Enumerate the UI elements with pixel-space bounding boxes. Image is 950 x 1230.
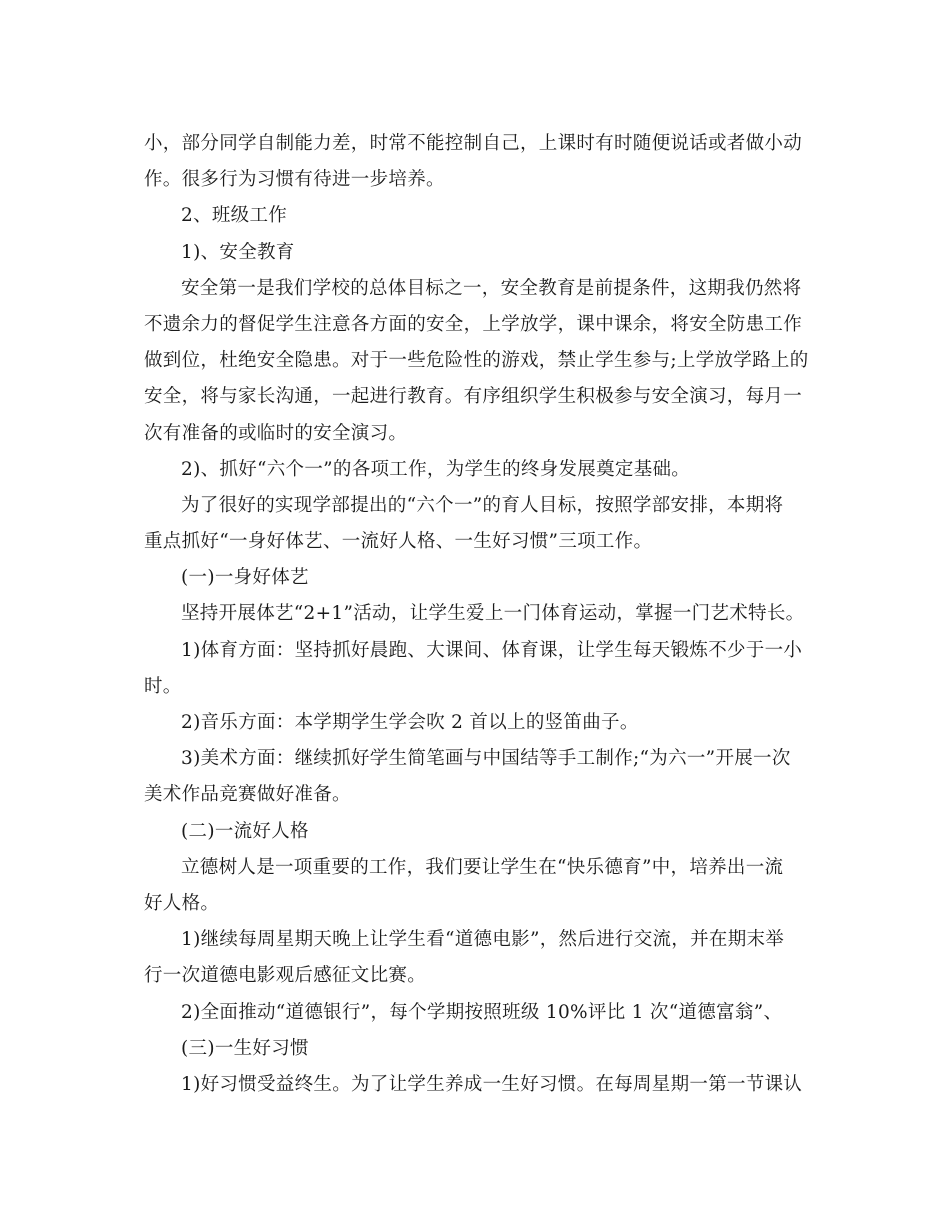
text-line: 1)、安全教育 bbox=[181, 241, 295, 263]
text-line: 美术作品竞赛做好准备。 bbox=[144, 784, 351, 806]
text-line: 小，部分同学自制能力差，时常不能控制自己，上课时有时随便说话或者做小动 bbox=[144, 133, 803, 154]
text-line: (二)一流好人格 bbox=[181, 820, 309, 842]
text-line: 为了很好的实现学部提出的“六个一”的育人目标，按照学部安排，本期将 bbox=[181, 494, 784, 516]
text-line: 时。 bbox=[144, 675, 182, 697]
text-line: 重点抓好“一身好体艺、一流好人格、一生好习惯”三项工作。 bbox=[144, 531, 653, 553]
text-line: 2)、抓好“六个一”的各项工作，为学生的终身发展奠定基础。 bbox=[181, 458, 691, 480]
text-line: (一)一身好体艺 bbox=[181, 567, 309, 589]
text-line: 行一次道德电影观后感征文比赛。 bbox=[144, 965, 427, 987]
document-body bbox=[144, 126, 810, 1103]
text-line: 1)体育方面：坚持抓好晨跑、大课间、体育课，让学生每天锻炼不少于一小 bbox=[181, 639, 803, 661]
text-line: (三)一生好习惯 bbox=[181, 1037, 309, 1059]
text-line: 好人格。 bbox=[144, 892, 220, 914]
text-line: 2、班级工作 bbox=[181, 205, 288, 227]
text-line: 坚持开展体艺“2+1”活动，让学生爱上一门体育运动，掌握一门艺术特长。 bbox=[181, 603, 805, 625]
text-line: 安全第一是我们学校的总体目标之一，安全教育是前提条件，这期我仍然将 bbox=[181, 277, 802, 299]
text-line: 安全，将与家长沟通，一起进行教育。有序组织学生积极参与安全演习，每月一 bbox=[144, 386, 803, 408]
text-line: 2)音乐方面：本学期学生学会吹 2 首以上的竖笛曲子。 bbox=[181, 712, 639, 733]
text-line: 1)继续每周星期天晚上让学生看“道德电影”，然后进行交流，并在期末举 bbox=[181, 929, 785, 951]
text-line: 做到位，杜绝安全隐患。对于一些危险性的游戏，禁止学生参与;上学放学路上的 bbox=[144, 350, 809, 372]
text-line: 立德树人是一项重要的工作，我们要让学生在“快乐德育”中，培养出一流 bbox=[181, 856, 784, 878]
text-line: 作。很多行为习惯有待进一步培养。 bbox=[144, 169, 445, 191]
text-line: 1)好习惯受益终生。为了让学生养成一生好习惯。在每周星期一第一节课认 bbox=[181, 1073, 803, 1095]
text-line: 2)全面推动“道德银行”，每个学期按照班级 10%评比 1 次“道德富翁”、 bbox=[181, 1001, 783, 1023]
text-line: 次有准备的或临时的安全演习。 bbox=[144, 422, 408, 444]
text-line: 不遗余力的督促学生注意各方面的安全，上学放学，课中课余，将安全防患工作 bbox=[144, 313, 803, 335]
text-line: 3)美术方面：继续抓好学生简笔画与中国结等手工制作;“为六一”开展一次 bbox=[181, 748, 791, 770]
